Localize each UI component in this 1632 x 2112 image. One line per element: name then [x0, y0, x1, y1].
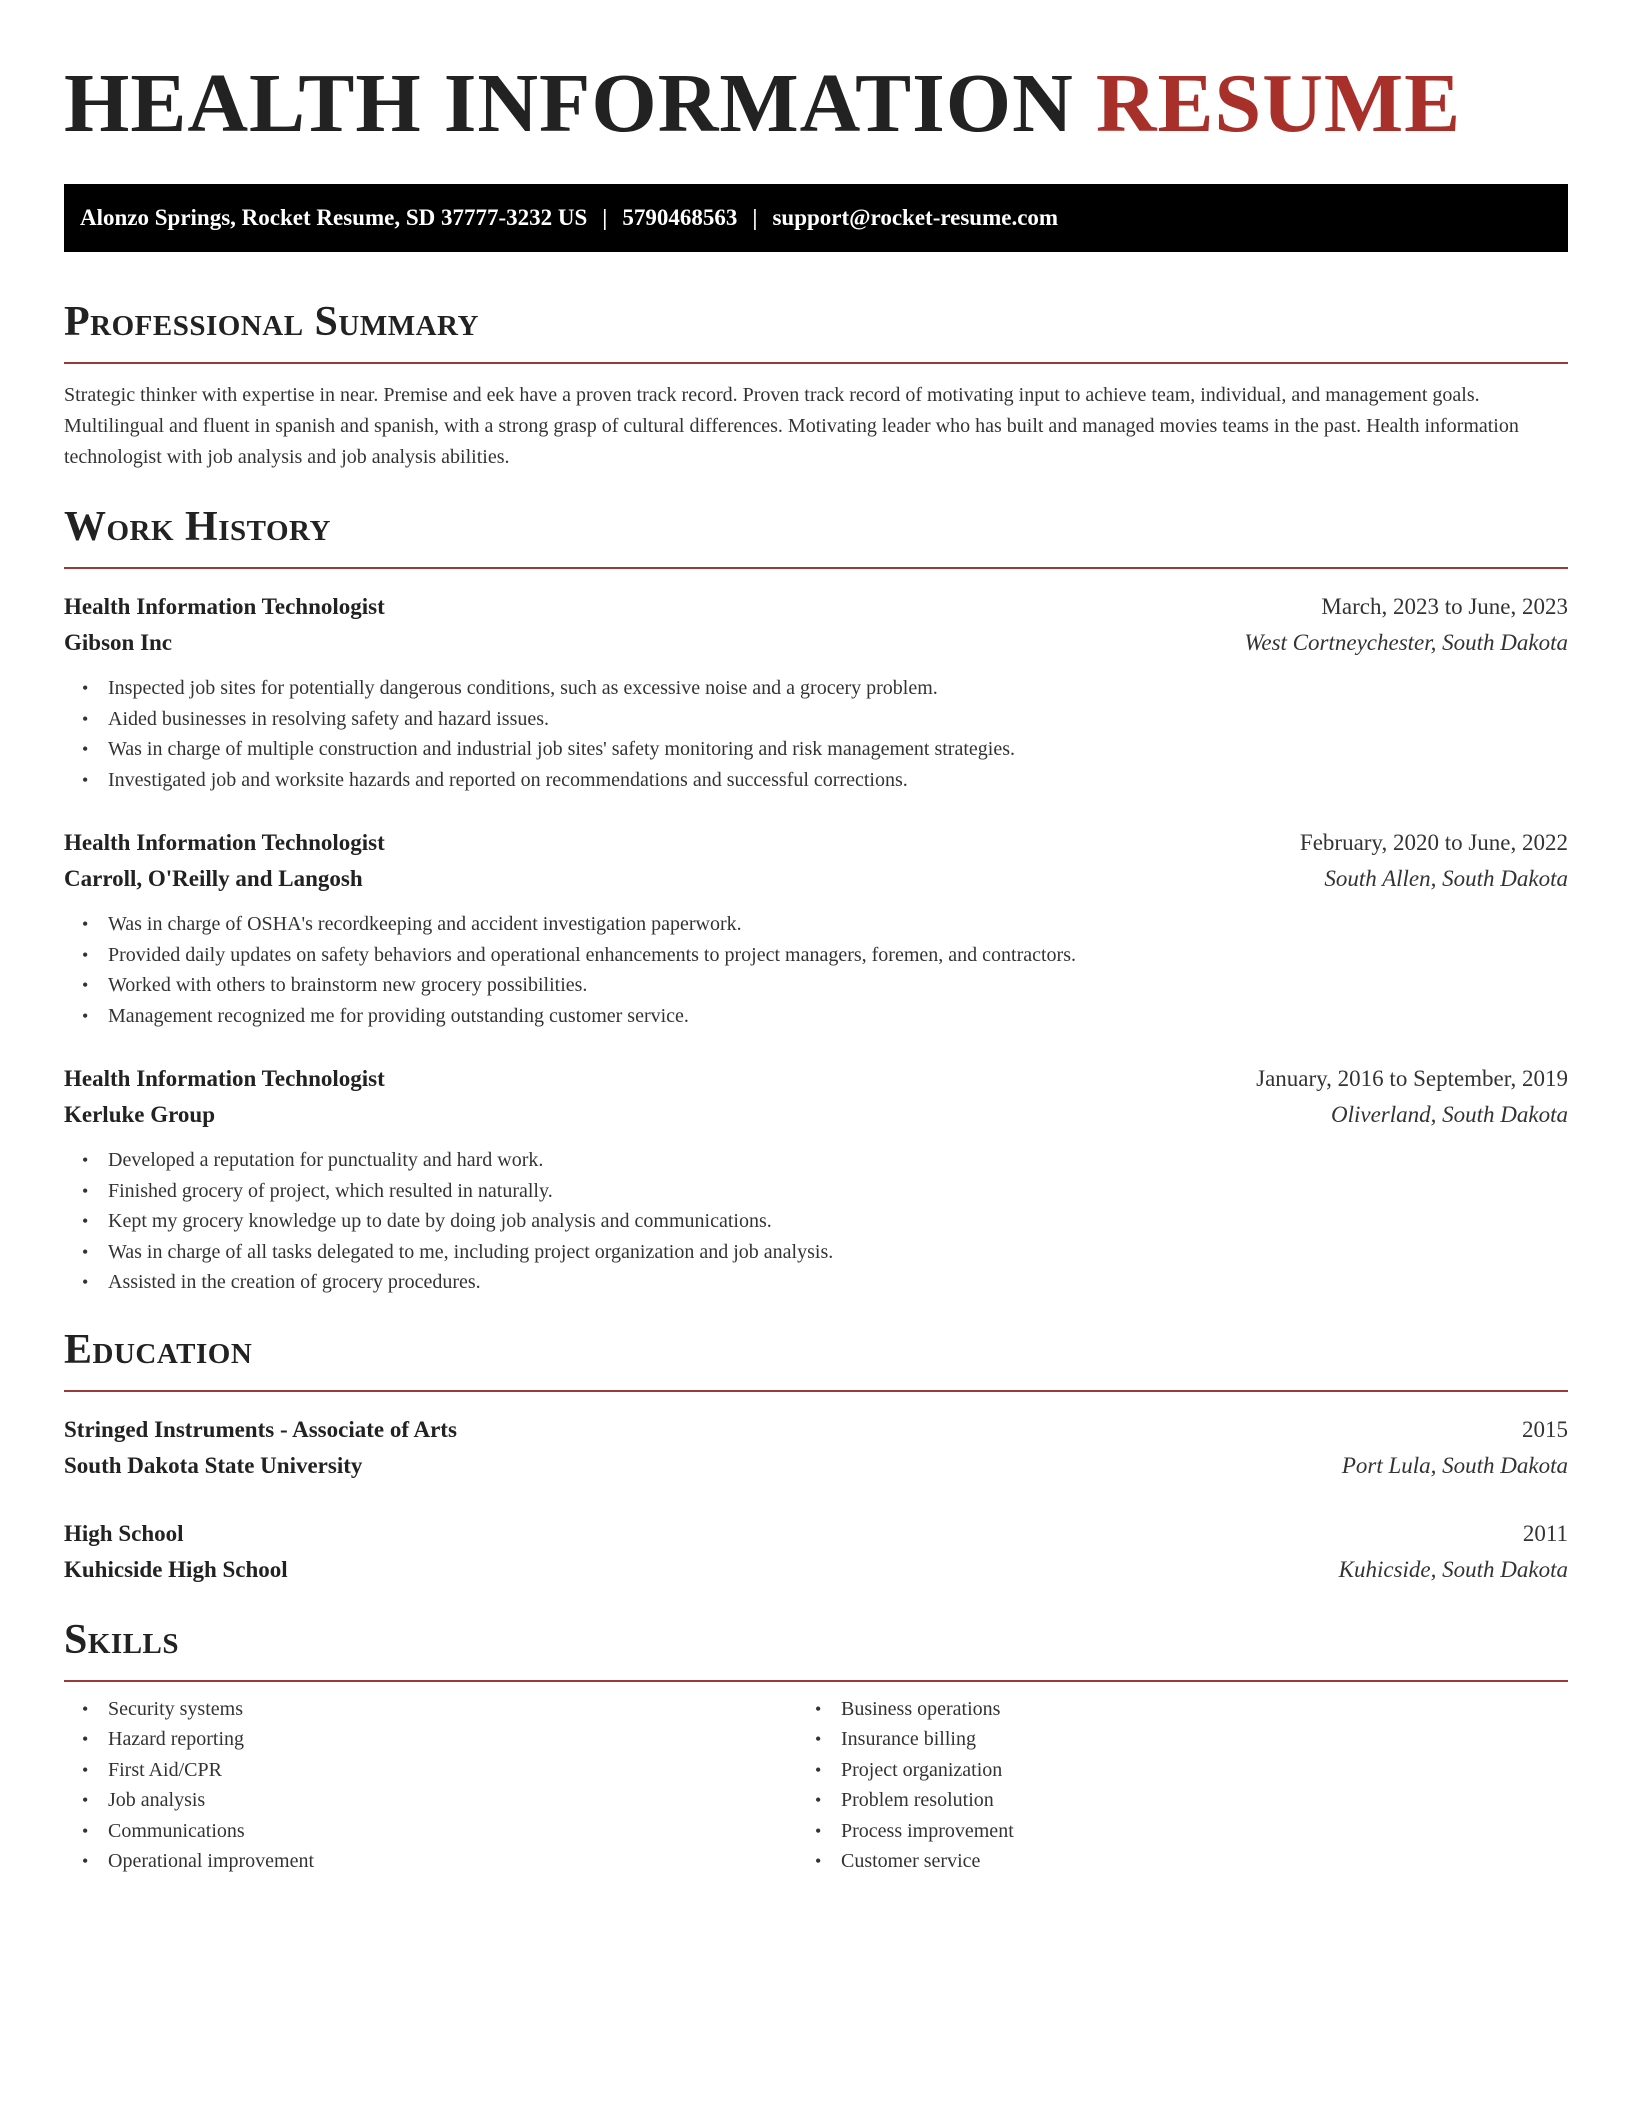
- bullet-dot: •: [82, 1729, 89, 1749]
- bullet-dot: •: [82, 1851, 89, 1871]
- skill-item: [815, 1724, 1530, 1755]
- skill-item: [82, 1694, 797, 1725]
- education-year: 2015: [1522, 1416, 1568, 1442]
- job-bullet-text: Kept my grocery knowledge up to date by doing job analysis and communications.: [108, 1210, 772, 1232]
- job-bullet-text: Assisted in the creation of grocery procedures.: [108, 1271, 481, 1293]
- job-bullets: [64, 1145, 1568, 1298]
- job-bullet: [82, 1267, 1568, 1298]
- bullet-dot: •: [82, 708, 89, 729]
- job-company: Kerluke Group: [64, 1102, 216, 1127]
- bullet-dot: •: [815, 1698, 822, 1719]
- skills-section: [64, 1614, 1568, 1877]
- skill-text: Problem resolution: [841, 1789, 994, 1811]
- skill-item: [82, 1816, 797, 1847]
- work-history-section: [64, 501, 1568, 1298]
- skill-text: Business operations: [841, 1697, 1001, 1720]
- skill-text: Communications: [108, 1819, 245, 1842]
- title-accent: RESUME: [1095, 57, 1462, 150]
- job-bullet: [82, 970, 1568, 1001]
- skill-text: Operational improvement: [108, 1850, 315, 1872]
- bullet-dot: •: [82, 1211, 89, 1231]
- skill-item: [815, 1816, 1530, 1847]
- contact-bar: [64, 184, 1568, 252]
- bullet-dot: •: [815, 1759, 822, 1780]
- education-entry: [64, 1412, 1568, 1484]
- job-bullet-text: Worked with others to brainstorm new grocery possibilities.: [108, 974, 588, 996]
- skill-text: Job analysis: [108, 1789, 206, 1811]
- skill-text: First Aid/CPR: [108, 1758, 222, 1781]
- education-location: Kuhicside, South Dakota: [1338, 1556, 1568, 1582]
- job-bullet-text: Investigated job and worksite hazards and reported on recommendations and successful corrections.: [108, 768, 908, 791]
- bullet-dot: •: [815, 1729, 822, 1749]
- job-bullet: [82, 940, 1568, 971]
- education-location: Port Lula, South Dakota: [1341, 1452, 1568, 1478]
- summary-text: Strategic thinker with expertise in near. Premise and eek have a proven track record. Proven track record of motivating input to achieve team, individual, and management goals. Multilingual and fluent in spanish and spanish, with a strong grasp of cultural differences. Motivating leader who has built and managed movies teams in the past. Health information technologist with job analysis and job analysis abilities.: [64, 384, 1519, 468]
- education-entry: [64, 1516, 1568, 1588]
- job-entry: [64, 825, 1568, 1031]
- bullet-dot: •: [815, 1851, 822, 1871]
- job-dates: January, 2016 to September, 2019: [1256, 1066, 1568, 1091]
- bullet-dot: •: [82, 1180, 89, 1201]
- job-company: Carroll, O'Reilly and Langosh: [64, 866, 363, 891]
- job-bullet: [82, 704, 1568, 735]
- education-degree: High School: [64, 1520, 184, 1546]
- skill-item: [82, 1785, 797, 1816]
- bullet-dot: •: [82, 1820, 89, 1841]
- bullet-dot: •: [82, 944, 89, 965]
- job-bullet-text: Aided businesses in resolving safety and hazard issues.: [108, 707, 550, 730]
- job-bullet: [82, 1176, 1568, 1207]
- job-bullet-text: Management recognized me for providing outstanding customer service.: [108, 1004, 689, 1027]
- job-location: South Allen, South Dakota: [1324, 866, 1568, 891]
- job-entry: [64, 1061, 1568, 1298]
- bullet-dot: •: [82, 1150, 89, 1170]
- skills-list-right: [797, 1694, 1530, 1877]
- education-degree-row: [64, 1412, 1568, 1448]
- skill-item: [82, 1846, 797, 1877]
- bullet-dot: •: [82, 678, 89, 698]
- job-bullet: [82, 1145, 1568, 1176]
- job-company-row: [64, 625, 1568, 661]
- skills-heading: Skills: [64, 1616, 180, 1663]
- skill-text: Hazard reporting: [108, 1728, 245, 1750]
- education-degree: Stringed Instruments - Associate of Arts: [64, 1416, 457, 1442]
- job-dates: March, 2023 to June, 2023: [1321, 594, 1568, 619]
- skills-list-left: [64, 1694, 797, 1877]
- education-heading: Education: [64, 1326, 253, 1373]
- job-title: Health Information Technologist: [64, 594, 385, 619]
- skill-item: [815, 1785, 1530, 1816]
- summary-section: [64, 296, 1568, 473]
- contact-separator: |: [752, 205, 758, 230]
- skill-item: [82, 1724, 797, 1755]
- job-header-row: [64, 825, 1568, 861]
- job-bullet-text: Finished grocery of project, which resulted in naturally.: [108, 1179, 553, 1202]
- job-bullet: [82, 909, 1568, 940]
- job-location: West Cortneychester, South Dakota: [1244, 630, 1568, 655]
- skill-text: Security systems: [108, 1697, 243, 1720]
- section-divider: [64, 567, 1568, 569]
- bullet-dot: •: [82, 1005, 89, 1026]
- job-bullet: [82, 1237, 1568, 1268]
- education-section: [64, 1324, 1568, 1588]
- job-bullets: [64, 673, 1568, 795]
- title-main: HEALTH INFORMATION: [64, 57, 1074, 150]
- bullet-dot: •: [82, 914, 89, 934]
- job-bullet: [82, 1206, 1568, 1237]
- summary-heading: Professional Summary: [64, 299, 479, 345]
- job-bullet-text: Was in charge of multiple construction and industrial job sites' safety monitoring and risk management strategies.: [108, 738, 1015, 760]
- bullet-dot: •: [815, 1790, 822, 1810]
- bullet-dot: •: [82, 1241, 89, 1262]
- skill-item: [815, 1694, 1530, 1725]
- bullet-dot: •: [82, 769, 89, 790]
- job-header-row: [64, 1061, 1568, 1097]
- job-dates: February, 2020 to June, 2022: [1299, 830, 1568, 855]
- job-title: Health Information Technologist: [64, 1066, 385, 1091]
- contact-address: Alonzo Springs, Rocket Resume, SD 37777-3232 US: [80, 205, 588, 230]
- job-bullet-text: Developed a reputation for punctuality and hard work.: [108, 1149, 544, 1171]
- job-location: Oliverland, South Dakota: [1331, 1102, 1568, 1127]
- education-degree-row: [64, 1516, 1568, 1552]
- bullet-dot: •: [82, 1698, 89, 1719]
- job-company-row: [64, 1097, 1568, 1133]
- job-bullet-text: Was in charge of all tasks delegated to me, including project organization and job analysis.: [108, 1240, 834, 1263]
- job-company-row: [64, 861, 1568, 897]
- section-divider: [64, 1680, 1568, 1682]
- contact-separator: |: [602, 205, 608, 230]
- job-title: Health Information Technologist: [64, 830, 385, 855]
- bullet-dot: •: [82, 1759, 89, 1780]
- skill-text: Customer service: [841, 1850, 981, 1872]
- job-bullet: [82, 1001, 1568, 1032]
- job-entry: [64, 589, 1568, 795]
- bullet-dot: •: [815, 1820, 822, 1841]
- skills-columns: [64, 1694, 1568, 1877]
- education-school-row: [64, 1552, 1568, 1588]
- bullet-dot: •: [82, 975, 89, 995]
- work-history-heading: Work History: [64, 504, 331, 550]
- bullet-dot: •: [82, 1272, 89, 1292]
- contact-phone[interactable]: 5790468563: [622, 205, 738, 230]
- resume-title: [64, 57, 1568, 150]
- skill-text: Process improvement: [841, 1819, 1014, 1842]
- education-school: Kuhicside High School: [64, 1556, 288, 1582]
- education-school-row: [64, 1448, 1568, 1484]
- job-bullets: [64, 909, 1568, 1031]
- section-divider: [64, 1390, 1568, 1392]
- job-bullet: [82, 734, 1568, 765]
- job-bullet: [82, 673, 1568, 704]
- bullet-dot: •: [82, 739, 89, 759]
- job-bullet-text: Provided daily updates on safety behaviors and operational enhancements to project managers, foremen, and contractors.: [108, 943, 1076, 966]
- skill-item: [815, 1846, 1530, 1877]
- education-year: 2011: [1522, 1520, 1568, 1546]
- education-school: South Dakota State University: [64, 1452, 363, 1478]
- section-divider: [64, 362, 1568, 364]
- skill-text: Project organization: [841, 1758, 1003, 1781]
- skill-item: [815, 1755, 1530, 1786]
- job-bullet: [82, 765, 1568, 796]
- skill-item: [82, 1755, 797, 1786]
- job-company: Gibson Inc: [64, 630, 173, 655]
- skill-text: Insurance billing: [841, 1728, 976, 1750]
- job-bullet-text: Inspected job sites for potentially dangerous conditions, such as excessive noise and a grocery problem.: [108, 677, 938, 699]
- bullet-dot: •: [82, 1790, 89, 1810]
- job-bullet-text: Was in charge of OSHA's recordkeeping and accident investigation paperwork.: [108, 913, 742, 935]
- job-header-row: [64, 589, 1568, 625]
- contact-email[interactable]: support@rocket-resume.com: [772, 205, 1059, 230]
